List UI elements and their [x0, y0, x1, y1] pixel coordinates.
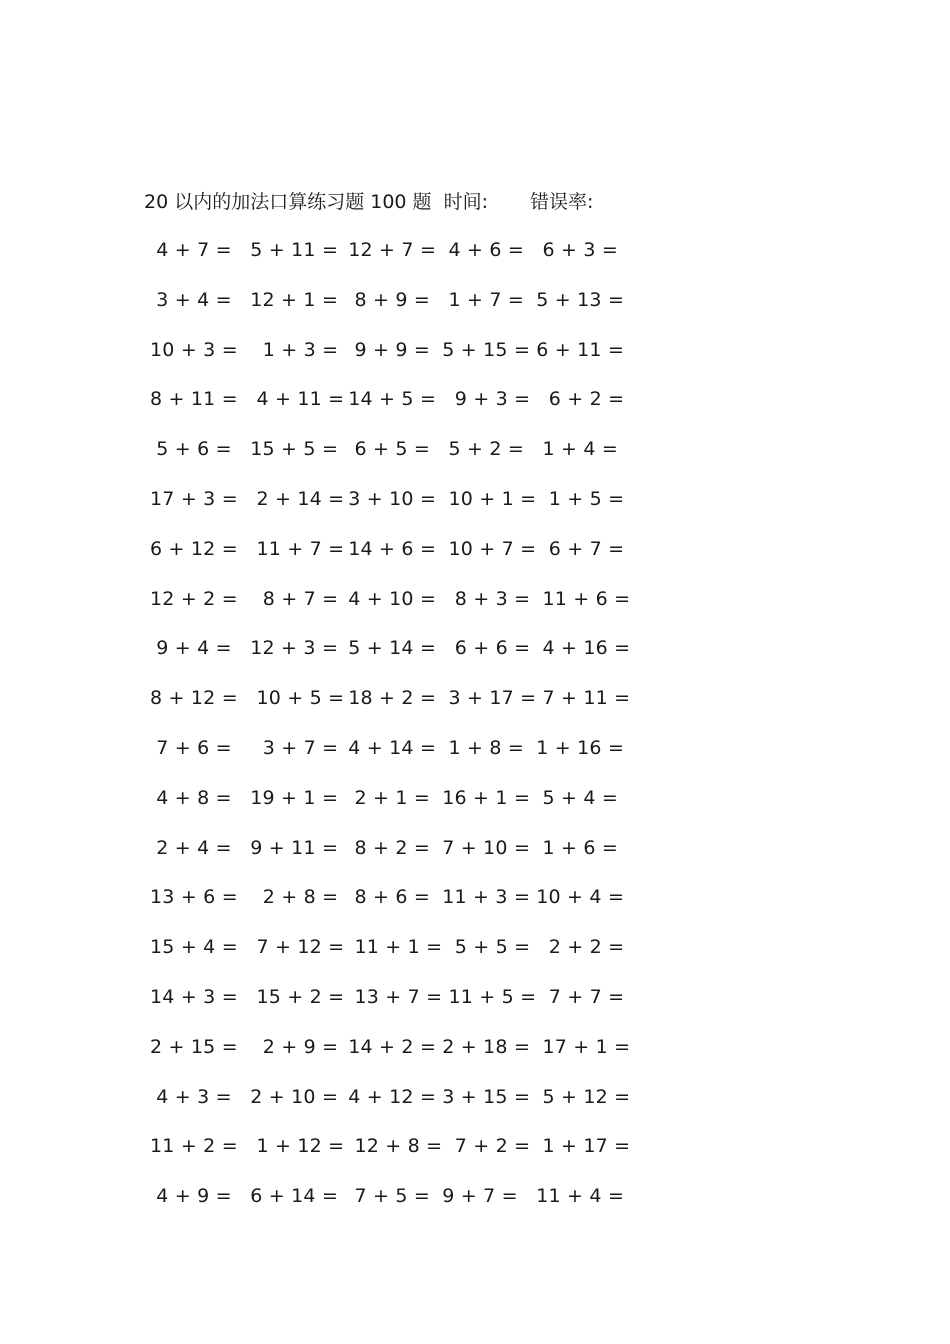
- addition-problem: 4 + 6 =: [436, 239, 525, 261]
- addition-problem: 13 + 6 =: [150, 886, 238, 909]
- addition-problem: 3 + 15 =: [436, 1085, 531, 1108]
- problem-row: [150, 485, 630, 535]
- addition-problem: 4 + 12 =: [342, 1085, 437, 1108]
- addition-problem: 4 + 14 =: [342, 736, 437, 759]
- addition-problem: 1 + 17 =: [530, 1135, 631, 1158]
- addition-problem: 17 + 3 =: [150, 487, 238, 510]
- addition-problem: 11 + 6 =: [530, 587, 631, 610]
- addition-problem: 6 + 5 =: [342, 438, 431, 461]
- addition-problem: 8 + 6 =: [342, 886, 431, 909]
- addition-problem: 19 + 1 =: [244, 786, 339, 809]
- problem-row: [150, 684, 630, 734]
- addition-problem: 5 + 13 =: [530, 288, 625, 311]
- addition-problem: 10 + 1 =: [436, 487, 537, 510]
- addition-problem: 1 + 12 =: [244, 1135, 345, 1158]
- addition-problem: 6 + 6 =: [436, 637, 531, 660]
- addition-problem: 7 + 10 =: [436, 836, 531, 859]
- worksheet-title: 20 以内的加法口算练习题 100 题: [144, 190, 432, 213]
- addition-problem: 9 + 4 =: [150, 637, 232, 660]
- addition-problem: 4 + 16 =: [530, 637, 631, 660]
- error-rate-label: 错误率:: [529, 190, 594, 213]
- problem-row: [150, 784, 630, 834]
- addition-problem: 5 + 4 =: [530, 786, 619, 809]
- addition-problem: 2 + 10 =: [244, 1085, 339, 1108]
- addition-problem: 6 + 12 =: [150, 537, 238, 560]
- addition-problem: 11 + 2 =: [150, 1135, 238, 1158]
- addition-problem: 1 + 4 =: [530, 438, 619, 461]
- problem-row: [150, 883, 630, 933]
- addition-problem: 6 + 2 =: [530, 388, 625, 411]
- addition-problem: 8 + 9 =: [342, 288, 431, 311]
- addition-problem: 4 + 7 =: [150, 239, 232, 261]
- addition-problem: 8 + 3 =: [436, 587, 531, 610]
- problem-row: [150, 385, 630, 435]
- problem-row: [150, 734, 630, 784]
- addition-problem: 1 + 7 =: [436, 288, 525, 311]
- problem-row: [150, 236, 630, 286]
- addition-problem: 9 + 3 =: [436, 388, 531, 411]
- problem-row: [150, 435, 630, 485]
- addition-problem: 5 + 5 =: [436, 936, 531, 959]
- addition-problem: 8 + 2 =: [342, 836, 431, 859]
- addition-problem: 8 + 12 =: [150, 687, 238, 710]
- addition-problem: 4 + 10 =: [342, 587, 437, 610]
- problem-grid: [150, 236, 630, 1232]
- addition-problem: 11 + 7 =: [244, 537, 345, 560]
- addition-problem: 11 + 5 =: [436, 985, 537, 1008]
- problem-row: [150, 585, 630, 635]
- problem-row: [150, 336, 630, 386]
- addition-problem: 7 + 2 =: [436, 1135, 531, 1158]
- addition-problem: 10 + 4 =: [530, 886, 625, 909]
- addition-problem: 9 + 9 =: [342, 338, 431, 361]
- addition-problem: 5 + 14 =: [342, 637, 437, 660]
- addition-problem: 1 + 3 =: [244, 338, 339, 361]
- addition-problem: 9 + 7 =: [436, 1185, 518, 1208]
- time-label: 时间:: [443, 190, 488, 213]
- addition-problem: 14 + 2 =: [342, 1035, 437, 1058]
- problem-row: [150, 535, 630, 585]
- addition-problem: 5 + 12 =: [530, 1085, 631, 1108]
- addition-problem: 6 + 14 =: [244, 1185, 339, 1208]
- addition-problem: 2 + 1 =: [342, 786, 431, 809]
- addition-problem: 15 + 2 =: [244, 985, 345, 1008]
- addition-problem: 15 + 4 =: [150, 936, 238, 959]
- addition-problem: 16 + 1 =: [436, 786, 531, 809]
- problem-row: [150, 1132, 630, 1182]
- problem-row: [150, 1182, 630, 1232]
- addition-problem: 14 + 3 =: [150, 985, 238, 1008]
- addition-problem: 14 + 6 =: [342, 537, 437, 560]
- problem-row: [150, 933, 630, 983]
- addition-problem: 12 + 2 =: [150, 587, 238, 610]
- addition-problem: 13 + 7 =: [342, 985, 443, 1008]
- addition-problem: 2 + 8 =: [244, 886, 339, 909]
- addition-problem: 5 + 15 =: [436, 338, 531, 361]
- problem-row: [150, 834, 630, 884]
- addition-problem: 2 + 9 =: [244, 1035, 339, 1058]
- addition-problem: 1 + 16 =: [530, 736, 625, 759]
- addition-problem: 2 + 2 =: [530, 936, 625, 959]
- addition-problem: 5 + 11 =: [244, 239, 339, 261]
- addition-problem: 17 + 1 =: [530, 1035, 631, 1058]
- addition-problem: 4 + 3 =: [150, 1085, 232, 1108]
- addition-problem: 3 + 10 =: [342, 487, 437, 510]
- addition-problem: 12 + 1 =: [244, 288, 339, 311]
- addition-problem: 2 + 14 =: [244, 487, 345, 510]
- addition-problem: 12 + 3 =: [244, 637, 339, 660]
- addition-problem: 3 + 17 =: [436, 687, 537, 710]
- addition-problem: 14 + 5 =: [342, 388, 437, 411]
- addition-problem: 11 + 4 =: [530, 1185, 625, 1208]
- addition-problem: 4 + 11 =: [244, 388, 345, 411]
- addition-problem: 11 + 3 =: [436, 886, 531, 909]
- addition-problem: 10 + 7 =: [436, 537, 537, 560]
- addition-problem: 7 + 12 =: [244, 936, 345, 959]
- addition-problem: 7 + 6 =: [150, 736, 232, 759]
- problem-row: [150, 983, 630, 1033]
- addition-problem: 18 + 2 =: [342, 687, 437, 710]
- addition-problem: 1 + 6 =: [530, 836, 619, 859]
- addition-problem: 7 + 5 =: [342, 1185, 431, 1208]
- addition-problem: 6 + 7 =: [530, 537, 625, 560]
- addition-problem: 4 + 9 =: [150, 1185, 232, 1208]
- addition-problem: 12 + 7 =: [342, 239, 437, 261]
- addition-problem: 3 + 4 =: [150, 288, 232, 311]
- addition-problem: 10 + 5 =: [244, 687, 345, 710]
- worksheet-header: [144, 186, 593, 214]
- addition-problem: 6 + 3 =: [530, 239, 619, 261]
- addition-problem: 12 + 8 =: [342, 1135, 443, 1158]
- addition-problem: 8 + 7 =: [244, 587, 339, 610]
- addition-problem: 7 + 7 =: [530, 985, 625, 1008]
- problem-row: [150, 1033, 630, 1083]
- addition-problem: 5 + 2 =: [436, 438, 525, 461]
- addition-problem: 2 + 18 =: [436, 1035, 531, 1058]
- addition-problem: 2 + 15 =: [150, 1035, 238, 1058]
- addition-problem: 9 + 11 =: [244, 836, 339, 859]
- addition-problem: 2 + 4 =: [150, 836, 232, 859]
- addition-problem: 3 + 7 =: [244, 736, 339, 759]
- problem-row: [150, 286, 630, 336]
- problem-row: [150, 634, 630, 684]
- addition-problem: 4 + 8 =: [150, 786, 232, 809]
- addition-problem: 11 + 1 =: [342, 936, 443, 959]
- addition-problem: 6 + 11 =: [530, 338, 625, 361]
- addition-problem: 8 + 11 =: [150, 388, 238, 411]
- addition-problem: 15 + 5 =: [244, 438, 339, 461]
- addition-problem: 5 + 6 =: [150, 438, 232, 461]
- addition-problem: 1 + 5 =: [530, 487, 625, 510]
- problem-row: [150, 1083, 630, 1133]
- addition-problem: 1 + 8 =: [436, 736, 525, 759]
- addition-problem: 10 + 3 =: [150, 338, 238, 361]
- addition-problem: 7 + 11 =: [530, 687, 631, 710]
